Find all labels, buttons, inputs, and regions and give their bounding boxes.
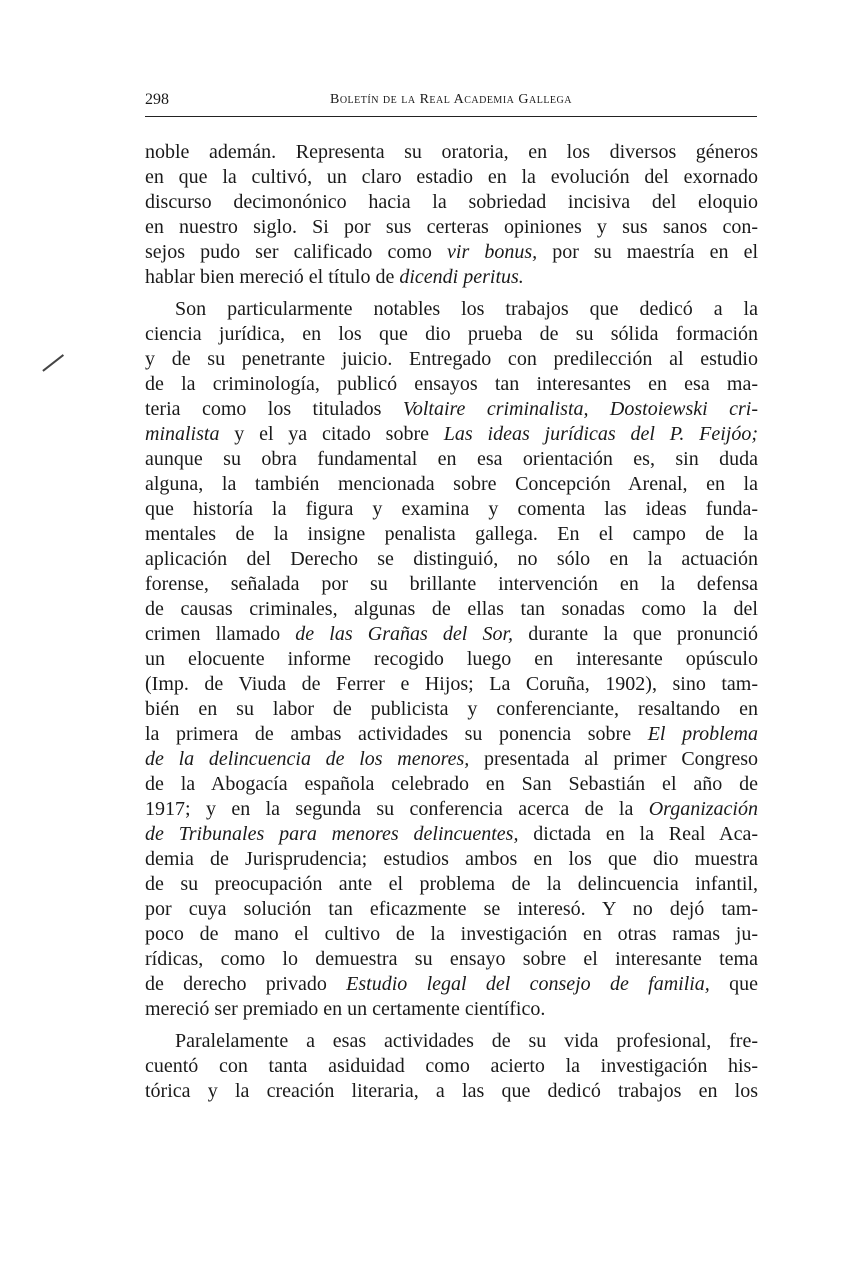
text-line [145,672,758,697]
italic-title: Las ideas jurídicas del P. Feijóo; [443,423,758,445]
italic-title: vir bonus, [447,241,538,263]
text-line [145,397,758,422]
text-line [145,872,758,897]
text-line [145,547,758,572]
text-line [145,922,758,947]
text-line [145,697,758,722]
page-number: 298 [145,91,169,108]
text-line [145,447,758,472]
text-segment: de la Abogacía española celebrado en San Sebastián el año de [145,773,758,795]
text-line [145,622,758,647]
text-segment: presentada al primer Congreso [469,748,758,770]
text-segment: y el ya citado sobre [219,423,444,445]
body-text [145,140,758,1111]
text-line [145,647,758,672]
text-segment: Son particularmente notables los trabajos que dedicó a la [175,298,758,320]
text-segment: de causas criminales, algunas de ellas tan sonadas como la del [145,598,758,620]
text-segment: aunque su obra fundamental en esa orientación es, sin duda [145,448,758,470]
text-segment: por cuya solución tan eficazmente se interesó. Y no dejó tam- [145,898,758,920]
text-segment: hablar bien mereció el título de [145,266,400,288]
text-line [145,1029,758,1054]
text-line [145,297,758,322]
text-segment: bién en su labor de publicista y conferenciante, resaltando en [145,698,758,720]
text-line [145,847,758,872]
text-line [145,497,758,522]
text-line [145,797,758,822]
text-segment: rídicas, como lo demuestra su ensayo sobre el interesante tema [145,948,758,970]
text-segment: mereció ser premiado en un certamente científico. [145,998,546,1020]
text-segment: poco de mano el cultivo de la investigación en otras ramas ju- [145,923,758,945]
text-segment: demia de Jurisprudencia; estudios ambos en los que dio muestra [145,848,758,870]
text-line [145,822,758,847]
text-line [145,1054,758,1079]
text-line [145,372,758,397]
text-segment: la primera de ambas actividades su ponencia sobre [145,723,648,745]
italic-title: dicendi peritus. [399,266,524,288]
text-segment: aplicación del Derecho se distinguió, no sólo en la actuación [145,548,758,570]
text-segment: un elocuente informe recogido luego en interesante opúsculo [145,648,758,670]
text-segment: dictada en la Real Aca- [518,823,758,845]
text-segment: crimen llamado [145,623,296,645]
text-segment: de derecho privado [145,973,347,995]
text-segment: cuentó con tanta asiduidad como acierto la investigación his- [145,1055,758,1077]
text-line [145,190,758,215]
text-line [145,1079,758,1104]
running-title: Boletín de la Real Academia Gallega [330,92,572,107]
stray-pen-mark [42,354,63,371]
text-segment: que [709,973,758,995]
text-segment: durante la que pronunció [513,623,759,645]
paragraph [145,140,758,290]
text-line [145,747,758,772]
text-segment: Paralelamente a esas actividades de su vida profesional, fre- [175,1030,758,1052]
italic-title: Organización [648,798,758,820]
text-line [145,972,758,997]
text-segment: de la criminología, publicó ensayos tan interesantes en esa ma- [145,373,758,395]
text-segment: por su maestría en el [537,241,759,263]
text-line [145,265,758,290]
italic-title: Voltaire criminalista, Dostoiewski cri- [402,398,758,420]
text-line [145,522,758,547]
text-segment: 1917; y en la segunda su conferencia acerca de la [145,798,649,820]
text-segment: teria como los titulados [145,398,403,420]
text-segment: sejos pudo ser calificado como [145,241,448,263]
text-line [145,597,758,622]
text-segment: y de su penetrante juicio. Entregado con predilección al estudio [145,348,758,370]
italic-title: de las Grañas del Sor, [295,623,514,645]
text-segment: forense, señalada por su brillante intervención en la defensa [145,573,758,595]
text-line [145,347,758,372]
text-line [145,165,758,190]
text-segment: que historía la figura y examina y comenta las ideas funda- [145,498,758,520]
text-line [145,997,758,1022]
text-segment: en que la cultivó, un claro estadio en la evolución del exornado [145,166,758,188]
text-segment: de su preocupación ante el problema de la delincuencia infantil, [145,873,758,895]
italic-title: de Tribunales para menores delincuentes, [145,823,519,845]
italic-title: de la delincuencia de los menores, [145,748,470,770]
text-line [145,722,758,747]
text-segment: ciencia jurídica, en los que dio prueba de su sólida formación [145,323,758,345]
text-line [145,772,758,797]
italic-title: minalista [145,423,220,445]
text-line [145,472,758,497]
paragraph [145,1029,758,1104]
text-segment: alguna, la también mencionada sobre Concepción Arenal, en la [145,473,758,495]
text-segment: mentales de la insigne penalista gallega. En el campo de la [145,523,758,545]
text-line [145,215,758,240]
text-line [145,240,758,265]
text-segment: tórica y la creación literaria, a las que dedicó trabajos en los [145,1080,758,1102]
text-line [145,947,758,972]
text-segment: noble ademán. Representa su oratoria, en los diversos géneros [145,141,758,163]
text-line [145,422,758,447]
running-header [145,88,757,117]
text-line [145,572,758,597]
italic-title: El problema [647,723,759,745]
text-segment: discurso decimonónico hacia la sobriedad incisiva del eloquio [145,191,758,213]
text-line [145,897,758,922]
text-line [145,322,758,347]
text-line [145,140,758,165]
italic-title: Estudio legal del consejo de familia, [346,973,710,995]
text-segment: en nuestro siglo. Si por sus certeras opiniones y sus sanos con- [145,216,758,238]
text-segment: (Imp. de Viuda de Ferrer e Hijos; La Coruña, 1902), sino tam- [145,673,758,695]
paragraph [145,297,758,1022]
